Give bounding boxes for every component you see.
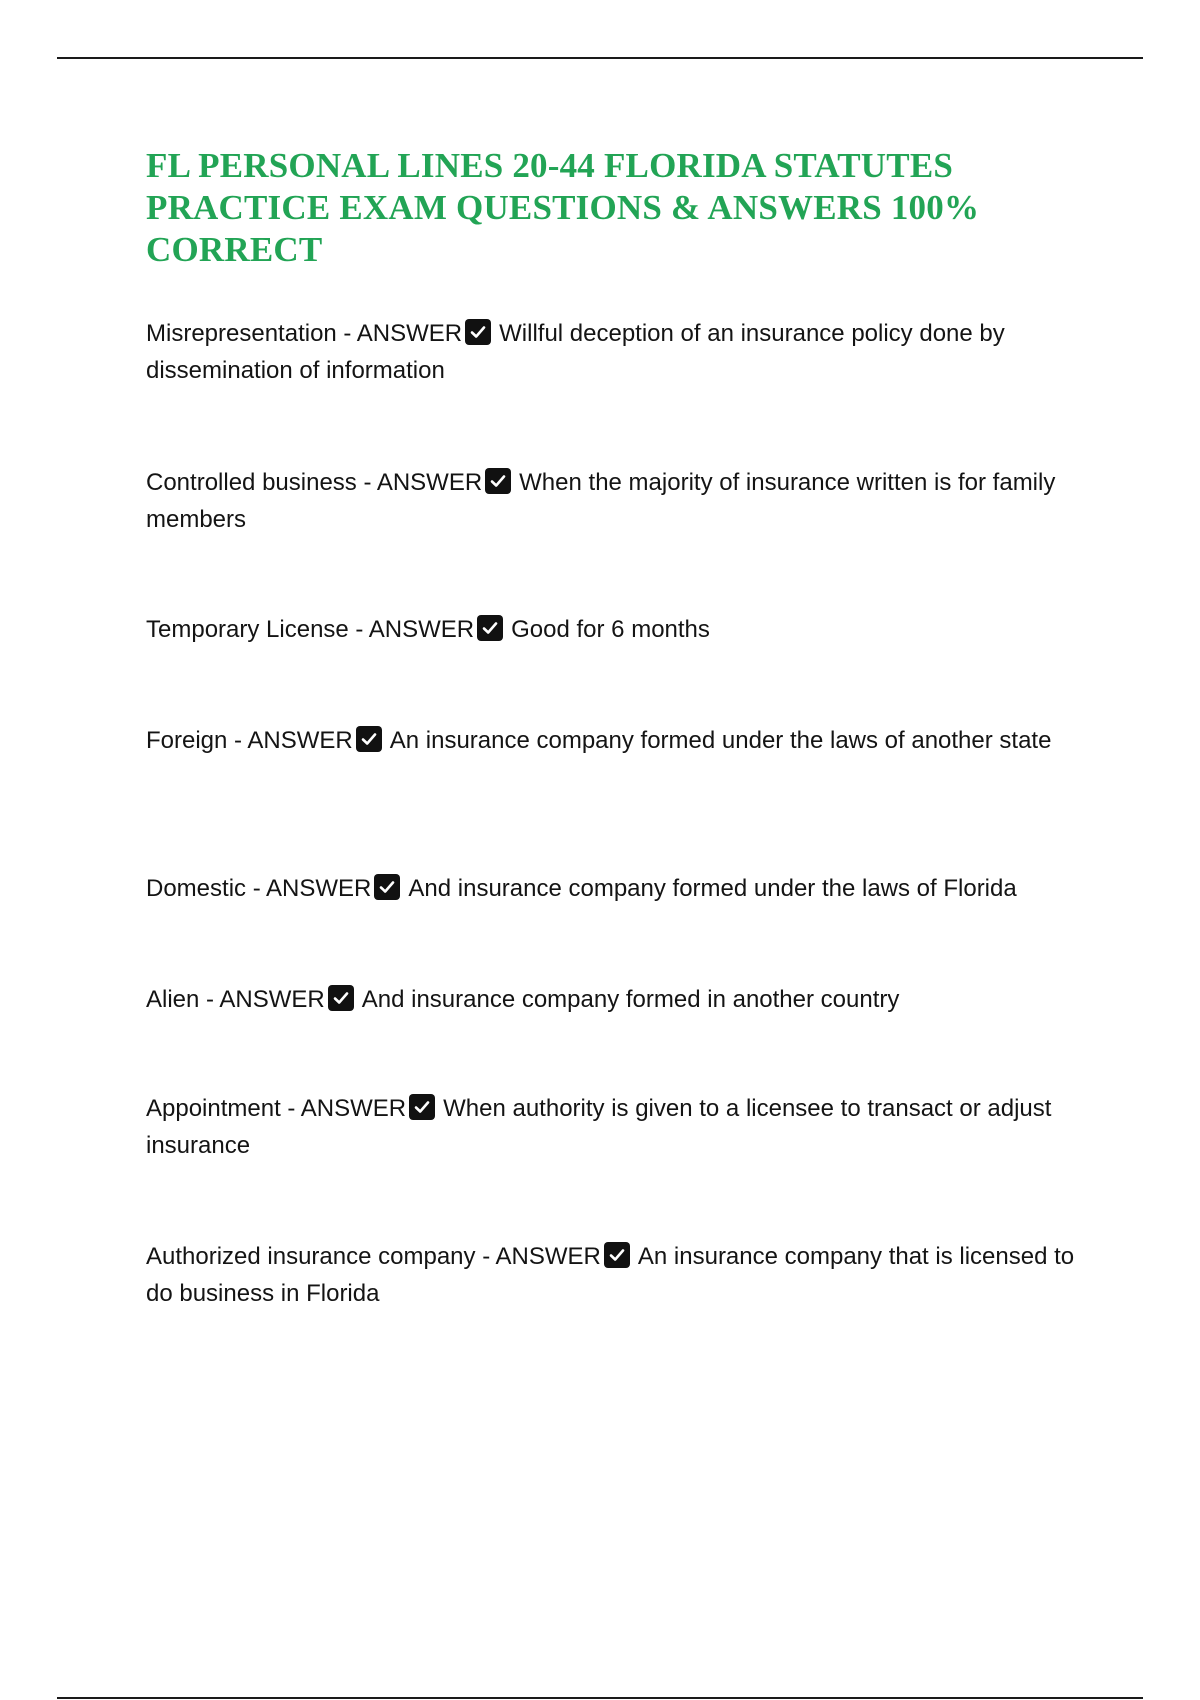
qa-term: Appointment — [146, 1095, 281, 1122]
checkbox-checked-icon — [356, 726, 382, 752]
qa-answer: When the majority of insurance written is for family members — [146, 469, 1056, 533]
top-divider — [57, 57, 1143, 59]
qa-item: Alien - ANSWER And insurance company formed in another country — [146, 986, 900, 1013]
qa-item: Misrepresentation - ANSWER Willful deception of an insurance policy done by dissemination of information — [146, 320, 1005, 384]
answer-marker: ANSWER — [300, 1095, 407, 1122]
qa-term: Authorized insurance company — [146, 1243, 476, 1270]
qa-item: Appointment - ANSWER When authority is given to a licensee to transact or adjust insurance — [146, 1095, 1052, 1159]
checkbox-checked-icon — [374, 874, 400, 900]
checkbox-checked-icon — [409, 1094, 435, 1120]
answer-marker: ANSWER — [368, 616, 475, 643]
qa-answer: Good for 6 months — [511, 616, 710, 643]
qa-term: Domestic — [146, 875, 247, 902]
qa-answer: An insurance company formed under the laws of another state — [389, 727, 1052, 754]
document-title: FL PERSONAL LINES 20-44 FLORIDA STATUTES PRACTICE EXAM QUESTIONS & ANSWERS 100% CORRECT — [146, 146, 980, 269]
checkbox-checked-icon — [477, 615, 503, 641]
checkbox-checked-icon — [604, 1242, 630, 1268]
qa-answer: And insurance company formed in another country — [361, 986, 900, 1013]
bottom-divider — [57, 1697, 1143, 1699]
answer-marker: ANSWER — [266, 875, 372, 902]
answer-marker: ANSWER — [495, 1243, 601, 1270]
qa-answer: And insurance company formed under the laws of Florida — [408, 875, 1017, 902]
qa-item: Foreign - ANSWER An insurance company formed under the laws of another state — [146, 727, 1052, 754]
answer-marker: ANSWER — [356, 320, 463, 347]
answer-marker: ANSWER — [219, 986, 325, 1013]
qa-term: Alien — [146, 986, 200, 1013]
qa-term: Controlled business — [146, 469, 357, 496]
answer-marker: ANSWER — [247, 727, 353, 754]
qa-term: Foreign — [146, 727, 228, 754]
qa-item: Authorized insurance company - ANSWER An insurance company that is licensed to do business in Florida — [146, 1243, 1075, 1307]
checkbox-checked-icon — [465, 319, 491, 345]
qa-answer: When authority is given to a licensee to transact or adjust insurance — [146, 1095, 1052, 1159]
checkbox-checked-icon — [485, 468, 511, 494]
qa-item: Temporary License - ANSWER Good for 6 months — [146, 616, 710, 643]
checkbox-checked-icon — [328, 985, 354, 1011]
qa-term: Misrepresentation — [146, 320, 337, 347]
qa-item: Controlled business - ANSWER When the majority of insurance written is for family members — [146, 469, 1056, 533]
answer-marker: ANSWER — [376, 469, 483, 496]
qa-item: Domestic - ANSWER And insurance company formed under the laws of Florida — [146, 875, 1017, 902]
document-body — [146, 145, 1086, 1307]
qa-answer: An insurance company that is licensed to do business in Florida — [146, 1243, 1075, 1307]
qa-answer: Willful deception of an insurance policy done by dissemination of information — [146, 320, 1005, 384]
qa-term: Temporary License — [146, 616, 349, 643]
